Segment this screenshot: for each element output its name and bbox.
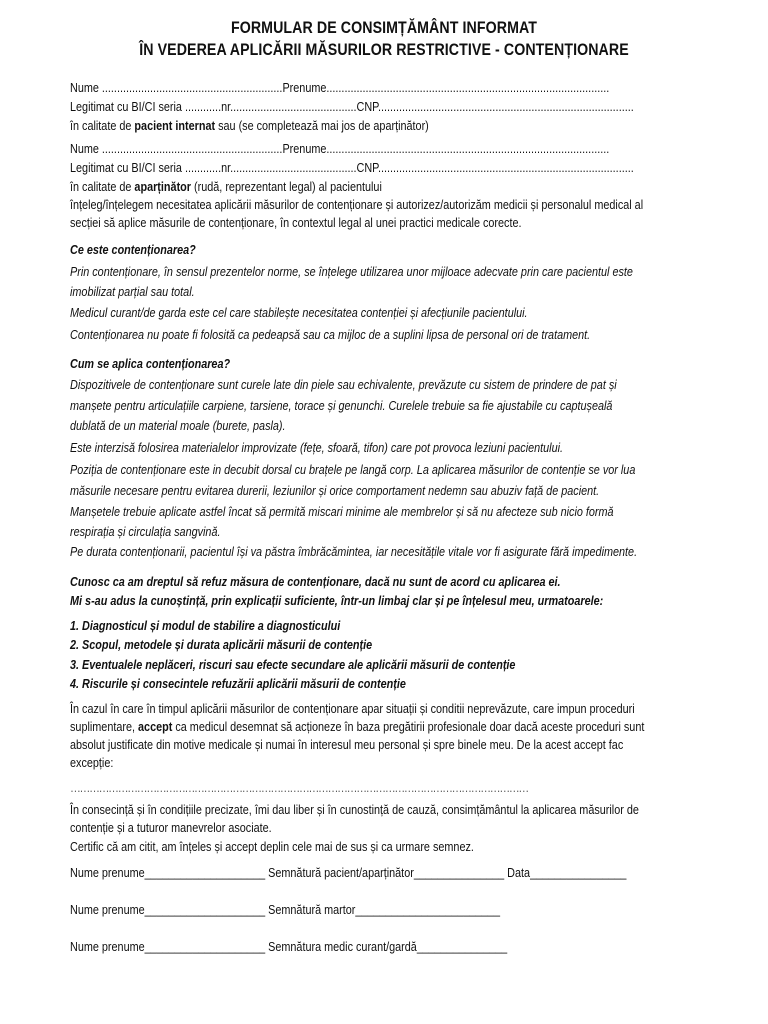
guardian-role-line: în calitate de aparținător (rudă, reprezentant legal) al pacientului xyxy=(70,180,382,194)
rights-line2: Mi s-au adus la cunoștință, prin explicații suficiente, într-un limbaj clar și pe înțelesul meu, urmatoarele: xyxy=(70,594,604,608)
exception-line4: excepție: xyxy=(70,756,114,770)
guardian-id-line: Legitimat cu BI/CI seria ............nr..........................................CNP..................................................................................... xyxy=(70,161,634,175)
guardian-name-line: Nume ............................................................Prenume.............................................................................................. xyxy=(70,142,610,156)
section2-line6: măsurile necesare pentru evitarea durerii, leziunilor și orice comportament nedemn sau abuziv față de pacient. xyxy=(70,484,600,498)
form-title-line1: FORMULAR DE CONSIMȚĂMÂNT INFORMAT xyxy=(230,19,538,37)
section2-line4: Este interzisă folosirea materialelor improvizate (fețe, sfoară, tifon) care pot provoca leziuni pacientului. xyxy=(70,441,564,455)
section2-line5: Poziția de contenționare este in decubit dorsal cu brațele pe langă corp. La aplicarea măsurilor de contenție se vor lua xyxy=(70,463,636,477)
section1-text-line2: imobilizat parțial sau total. xyxy=(70,285,195,299)
section2-line3: dublată de un material moale (burete, pasla). xyxy=(70,419,286,433)
section2-heading: Cum se aplica contenționarea? xyxy=(70,357,231,371)
final-line2: contenție și a tuturor manevrelor asociate. xyxy=(70,821,272,835)
signature-line-doctor: Nume prenume____________________ Semnătura medic curant/gardă_______________ xyxy=(70,940,508,954)
exception-dotted-line: ……………………………………………………………………………………………………………………………… xyxy=(70,781,528,795)
patient-id-line: Legitimat cu BI/CI seria ............nr..........................................CNP..................................................................................... xyxy=(70,100,634,114)
signature-line-witness: Nume prenume____________________ Semnătură martor________________________ xyxy=(70,903,500,917)
consent-intro-line1: înțeleg/înțelegem necesitatea aplicării măsurilor de contenționare și autorizez/autorizăm medicii și personalul medical al xyxy=(70,198,644,212)
patient-role-line: în calitate de pacient internat sau (se completează mai jos de aparținător) xyxy=(70,119,429,133)
section2-line7: Manșetele trebuie aplicate astfel încat să permită miscari minime ale membrelor și să nu afecteze sub nicio formă xyxy=(70,505,614,519)
section2-line1: Dispozitivele de contenționare sunt curele late din piele sau echivalente, prevăzute cu sistem de prindere de pat și xyxy=(70,378,617,392)
list-item: 3. Eventualele neplăceri, riscuri sau efecte secundare ale aplicării măsurii de contenție xyxy=(70,658,516,672)
exception-line3: absolut justificate din motive medicale și numai în interesul meu personal și spre binele meu. De la acest accept fac xyxy=(70,738,624,752)
final-line3: Certific că am citit, am înțeles și accept deplin cele mai de sus și ca urmare semnez. xyxy=(70,840,474,854)
list-item: 1. Diagnosticul și modul de stabilire a diagnosticului xyxy=(70,619,341,633)
section2-line2: manșete pentru articulațiile carpiene, tarsiene, torace și genunchi. Curelele trebuie sa fie ajustabile cu captușeală xyxy=(70,399,613,413)
section1-text-line3: Medicul curant/de garda este cel care stabilește necesitatea contenției și afecțiunile pacientului. xyxy=(70,306,528,320)
signature-line-patient: Nume prenume____________________ Semnătură pacient/aparținător_______________ Data________________ xyxy=(70,866,627,880)
section2-line8: respirația și circulația sangvină. xyxy=(70,525,221,539)
section1-heading: Ce este contenționarea? xyxy=(70,243,196,257)
final-line1: În consecință și în condițiile precizate, îmi dau liber și în cunostință de cauză, consimțământul la aplicarea măsurilor de xyxy=(70,803,639,817)
list-item: 2. Scopul, metodele și durata aplicării măsurii de contenție xyxy=(70,638,373,652)
section2-line9: Pe durata contenționarii, pacientul își va păstra îmbrăcămintea, iar necesitățile vitale vor fi asigurate fără impedimente. xyxy=(70,545,638,559)
patient-name-line: Nume ............................................................Prenume.............................................................................................. xyxy=(70,81,610,95)
exception-line1: În cazul în care în timpul aplicării măsurilor de contenționare apar situații și conditii neprevăzute, care impun proceduri xyxy=(70,702,635,716)
form-title-line2: ÎN VEDEREA APLICĂRII MĂSURILOR RESTRICTIVE - CONTENȚIONARE xyxy=(139,41,629,59)
list-item: 4. Riscurile și consecintele refuzării aplicării măsurii de contenție xyxy=(70,677,406,691)
consent-intro-line2: secției să aplice măsurile de contenționare, în contextul legal al unei practici medicale corecte. xyxy=(70,216,522,230)
section1-text-line4: Contenționarea nu poate fi folosită ca pedeapsă sau ca mijloc de a suplini lipsa de personal ori de tratament. xyxy=(70,328,591,342)
rights-line1: Cunosc ca am dreptul să refuz măsura de contenționare, dacă nu sunt de acord cu aplicarea ei. xyxy=(70,575,561,589)
exception-line2: suplimentare, accept ca medicul desemnat să acționeze în baza pregătirii profesionale doar dacă aceste proceduri sunt xyxy=(70,720,645,734)
section1-text-line1: Prin contenționare, în sensul prezentelor norme, se înțelege utilizarea unor mijloace adecvate prin care pacientul este xyxy=(70,265,633,279)
